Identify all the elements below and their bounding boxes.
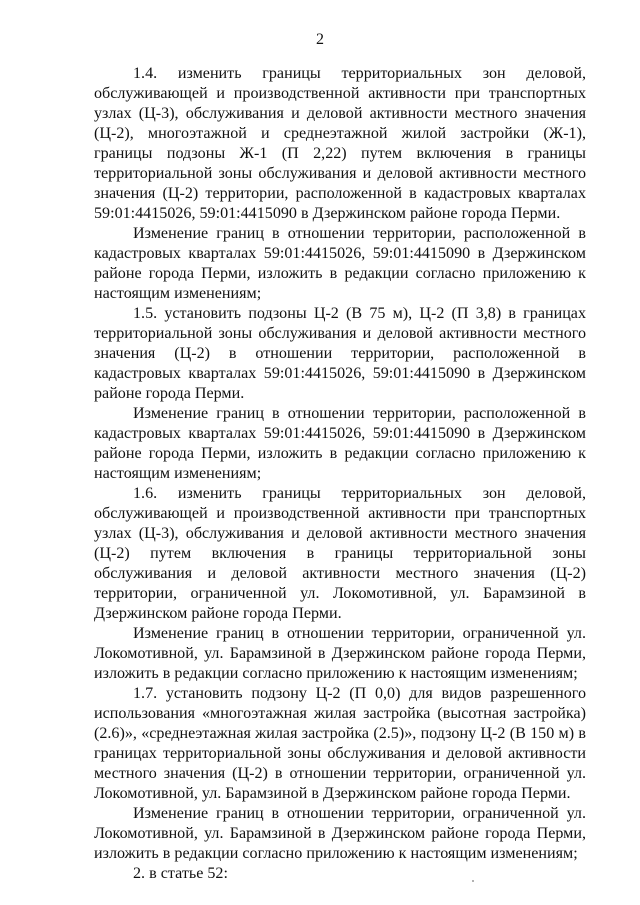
paragraph-1-5: 1.5. установить подзоны Ц-2 (В 75 м), Ц-2 (П 3,8) в границах территориальной зоны обслуживания и деловой активности местного значения (Ц-2) в отношении территории, расположенной в кадастровых кварталах 59:01:4415026, 59:01:4415090 в Дзержинском районе города Перми. <box>94 305 586 402</box>
paragraph-1-7: 1.7. установить подзону Ц-2 (П 0,0) для видов разрешенного использования «многоэтажная жилая застройка (высотная застройка) (2.6)», «среднеэтажная жилая застройка (2.5)», подзону Ц-2 (В 150 м) в границах территориальной зоны обслуживания и деловой активности местного значения (Ц-2) в отношении территории, ограниченной ул. Локомотивной, ул. Барамзиной в Дзержинском районе города Перми. <box>94 685 586 802</box>
paragraph-2-article-52: 2. в статье 52: <box>133 865 228 882</box>
paragraph-1-4: 1.4. изменить границы территориальных зон деловой, обслуживающей и производственной активности при транспортных узлах (Ц-3), обслуживания и деловой активности местного значения (Ц-2), многоэтажной и среднеэтажной жилой застройки (Ж-1), границы подзоны Ж-1 (П 2,22) путем включения в границы территориальной зоны обслуживания и деловой активности местного значения (Ц-2) территории, расположенной в кадастровых кварталах 59:01:4415026, 59:01:4415090 в Дзержинском районе города Перми. <box>94 65 586 222</box>
page-number: 2 <box>316 31 324 48</box>
scan-speck <box>472 880 474 882</box>
paragraph-1-6: 1.6. изменить границы территориальных зон деловой, обслуживающей и производственной активности при транспортных узлах (Ц-3), обслуживания и деловой активности местного значения (Ц-2) путем включения в границы территориальной зоны обслуживания и деловой активности местного значения (Ц-2) территории, ограниченной ул. Локомотивной, ул. Барамзиной в Дзержинском районе города Перми. <box>94 485 586 622</box>
paragraph-boundary-change-3: Изменение границ в отношении территории, ограниченной ул. Локомотивной, ул. Барамзиной в Дзержинском районе города Перми, изложить в редакции согласно приложению к настоящим изменениям; <box>94 625 586 682</box>
paragraph-boundary-change-4: Изменение границ в отношении территории, ограниченной ул. Локомотивной, ул. Барамзиной в Дзержинском районе города Перми, изложить в редакции согласно приложению к настоящим изменениям; <box>94 805 586 862</box>
paragraph-boundary-change-1: Изменение границ в отношении территории, расположенной в кадастровых кварталах 59:01:4415026, 59:01:4415090 в Дзержинском районе города Перми, изложить в редакции согласно приложению к настоящим изменениям; <box>94 225 586 302</box>
paragraph-boundary-change-2: Изменение границ в отношении территории, расположенной в кадастровых кварталах 59:01:4415026, 59:01:4415090 в Дзержинском районе города Перми, изложить в редакции согласно приложению к настоящим изменениям; <box>94 405 586 482</box>
document-body <box>94 64 586 884</box>
